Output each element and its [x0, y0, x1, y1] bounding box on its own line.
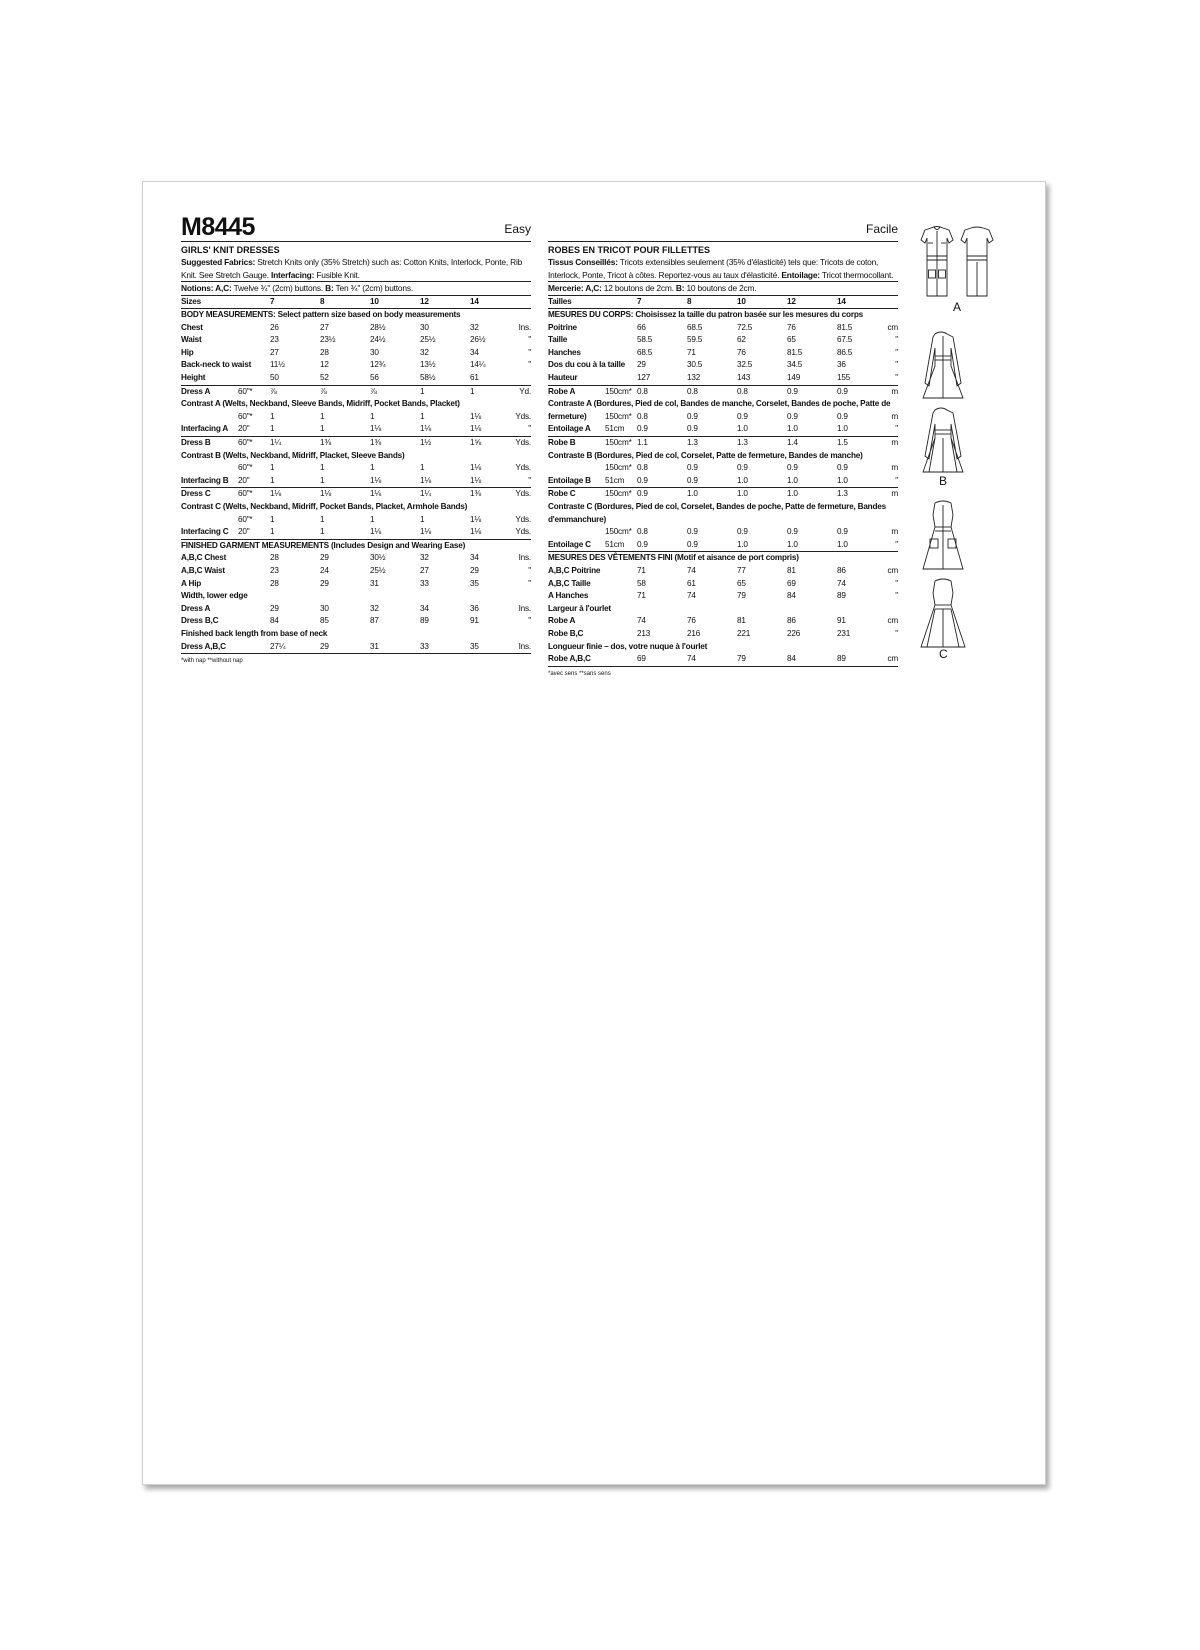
table-row: 60"* 1 1 1 1 1⅛ Yds. — [238, 514, 531, 524]
view-a-sketch — [913, 222, 1033, 322]
table-row: fermeture) 150cm* 0.8 0.9 0.9 0.9 0.9 m — [548, 411, 898, 421]
fabrics-paragraph: Suggested Fabrics: Stretch Knits only (35% Stretch) such as: Cotton Knits, Interlock, Ponte, Rib Knit. See Stretch Gauge. Interfacing: Fusible Knit. — [181, 257, 523, 280]
section-heading-row: Finished back length from base of neck — [181, 628, 328, 638]
footnote: *with nap **without nap — [181, 658, 243, 665]
section-heading-row: MESURES DES VÊTEMENTS FINI (Motif et aisance de port compris) — [548, 552, 898, 565]
pattern-title-fr: ROBES EN TRICOT POUR FILLETTES — [548, 245, 711, 255]
section-heading-row: MESURES DU CORPS: Choisissez la taille du patron basée sur les mesures du corps — [548, 309, 898, 322]
table-row: A,B,C Poitrine 71 74 77 81 86 cm — [548, 565, 898, 575]
section-heading-row: Contraste C (Bordures, Pied de col, Corselet, Bandes de poche, Patte de fermeture, Bandes d'emmanchure) — [548, 502, 886, 524]
view-b-dress-icon — [913, 328, 1013, 476]
sizes-header-row: Tailles 7 8 10 12 14 — [548, 295, 898, 309]
pattern-envelope-back — [142, 181, 1046, 1485]
table-row: 60"* 1 1 1 1 1⅛ Yds. — [238, 463, 531, 473]
table-row: Taille 58.5 59.5 62 65 67.5 " — [548, 335, 898, 345]
table-row: A,B,C Chest 28 29 30½ 32 34 Ins. — [181, 553, 531, 563]
table-row: Waist 23 23½ 24½ 25½ 26½ " — [181, 335, 531, 345]
table-row: Hanches 68.5 71 76 81.5 86.5 " — [548, 347, 898, 357]
pattern-title: GIRLS' KNIT DRESSES — [181, 245, 280, 255]
table-row: 150cm* 0.8 0.9 0.9 0.9 0.9 m — [605, 527, 898, 537]
section-heading-row: BODY MEASUREMENTS: Select pattern size based on body measurements — [181, 309, 531, 322]
notions-paragraph: Notions: A,C: Twelve ¾" (2cm) buttons. B: Ten ¾" (2cm) buttons. — [181, 283, 413, 293]
table-row: Robe C 150cm* 0.9 1.0 1.0 1.0 1.3 m — [548, 488, 898, 501]
table-row: A,B,C Waist 23 24 25½ 27 29 " — [181, 565, 531, 575]
notions-paragraph-fr: Mercerie: A,C: 12 boutons de 2cm. B: 10 boutons de 2cm. — [548, 283, 757, 293]
section-heading-row: Contraste A (Bordures, Pied de col, Bandes de manche, Corselet, Bandes de poche, Patte de — [548, 399, 891, 409]
table-row: Robe A 74 76 81 86 91 cm — [548, 616, 898, 626]
table-row: Dress C 60"* 1⅛ 1⅛ 1⅛ 1¼ 1⅜ Yds. — [181, 488, 531, 501]
view-label-c: C — [939, 647, 948, 661]
table-row: A Hanches 71 74 79 84 89 " — [548, 591, 898, 601]
sizes-header-row: Sizes 7 8 10 12 14 — [181, 295, 531, 309]
table-row: Interfacing B 20" 1 1 1⅛ 1⅛ 1⅛ " — [181, 475, 531, 485]
table-row: A Hip 28 29 31 33 35 " — [181, 578, 531, 588]
section-heading-row: Contrast B (Welts, Neckband, Midriff, Placket, Sleeve Bands) — [181, 450, 405, 460]
difficulty-label-fr: Facile — [865, 222, 898, 236]
section-heading-row: Width, lower edge — [181, 591, 248, 601]
footnote-fr: *avec sens **sans sens — [548, 670, 611, 677]
table-row: Dress A 60"* ⅞ ⅞ ⅞ 1 1 Yd. — [181, 385, 531, 398]
view-c-dress-icon — [913, 497, 1013, 652]
section-heading-row: Contraste B (Bordures, Pied de col, Corselet, Patte de fermeture, Bandes de manche) — [548, 450, 863, 460]
view-sketches — [913, 222, 1033, 667]
table-row: Hauteur 127 132 143 149 155 " — [548, 373, 898, 383]
table-row: Robe A 150cm* 0.8 0.8 0.8 0.9 0.9 m — [548, 385, 898, 398]
table-row: Robe A,B,C 69 74 79 84 89 cm — [548, 654, 898, 664]
view-label-a: A — [953, 300, 962, 314]
table-row: Poitrine 66 68.5 72.5 76 81.5 cm — [548, 322, 898, 332]
section-heading-row: Longueur finie – dos, votre nuque à l'ourlet — [548, 641, 708, 651]
measurements-table — [181, 295, 531, 654]
table-row: Entoilage C 51cm 0.9 0.9 1.0 1.0 1.0 " — [548, 539, 898, 549]
table-row: Dress B 60"* 1¼ 1⅜ 1⅜ 1½ 1⅝ Yds. — [181, 437, 531, 450]
fabrics-paragraph-fr: Tissus Conseillés: Tricots extensibles seulement (35% d'élasticité) tels que: Tricots de coton, Interlock, Ponte, Tricot à côtes. Reportez-vous au taux d'élasticité. Entoilage: Tricot thermocollant. — [548, 257, 894, 280]
view-a-dress-icon — [913, 222, 1013, 312]
table-row: 150cm* 0.8 0.9 0.9 0.9 0.9 m — [605, 463, 898, 473]
view-label-b: B — [939, 474, 948, 488]
table-row: Chest 26 27 28½ 30 32 Ins. — [181, 322, 531, 332]
table-row: Back-neck to waist 11½ 12 12¾ 13½ 14¼ " — [181, 360, 531, 370]
table-row: Interfacing C 20" 1 1 1⅛ 1⅛ 1⅛ Yds. — [181, 527, 531, 537]
french-column — [548, 214, 898, 677]
table-row: Height 50 52 56 58½ 61 — [181, 373, 479, 383]
table-row: Robe B 150cm* 1.1 1.3 1.3 1.4 1.5 m — [548, 437, 898, 450]
table-row: Interfacing A 20" 1 1 1⅛ 1⅛ 1⅛ " — [181, 424, 531, 434]
pattern-number: M8445 — [181, 213, 255, 241]
section-heading-row: Contrast C (Welts, Neckband, Midriff, Pocket Bands, Placket, Armhole Bands) — [181, 502, 468, 511]
table-row: Hip 27 28 30 32 34 " — [181, 347, 531, 357]
table-row: Robe B,C 213 216 221 226 231 " — [548, 628, 898, 638]
section-heading-row: Contrast A (Welts, Neckband, Sleeve Bands, Midriff, Pocket Bands, Placket) — [181, 399, 460, 409]
table-row: Entoilage B 51cm 0.9 0.9 1.0 1.0 1.0 " — [548, 475, 898, 485]
view-c-sketch — [913, 497, 1033, 667]
table-row: Dress B,C 84 85 87 89 91 " — [181, 616, 531, 626]
table-row: Dos du cou à la taille 29 30.5 32.5 34.5 36 " — [548, 360, 898, 370]
measurements-table-fr — [548, 295, 898, 666]
table-row: 60"* 1 1 1 1 1⅛ Yds. — [238, 411, 531, 421]
table-row: Dress A 29 30 32 34 36 Ins. — [181, 603, 531, 613]
english-column — [181, 214, 531, 664]
view-b-sketch — [913, 328, 1033, 493]
table-row: Entoilage A 51cm 0.9 0.9 1.0 1.0 1.0 " — [548, 424, 898, 434]
section-heading-row: Largeur à l'ourlet — [548, 603, 611, 613]
table-row: A,B,C Taille 58 61 65 69 74 " — [548, 578, 898, 588]
section-heading-row: FINISHED GARMENT MEASUREMENTS (Includes Design and Wearing Ease) — [181, 539, 531, 552]
table-row: Dress A,B,C 27¼ 29 31 33 35 Ins. — [181, 641, 531, 651]
difficulty-label: Easy — [504, 222, 531, 236]
